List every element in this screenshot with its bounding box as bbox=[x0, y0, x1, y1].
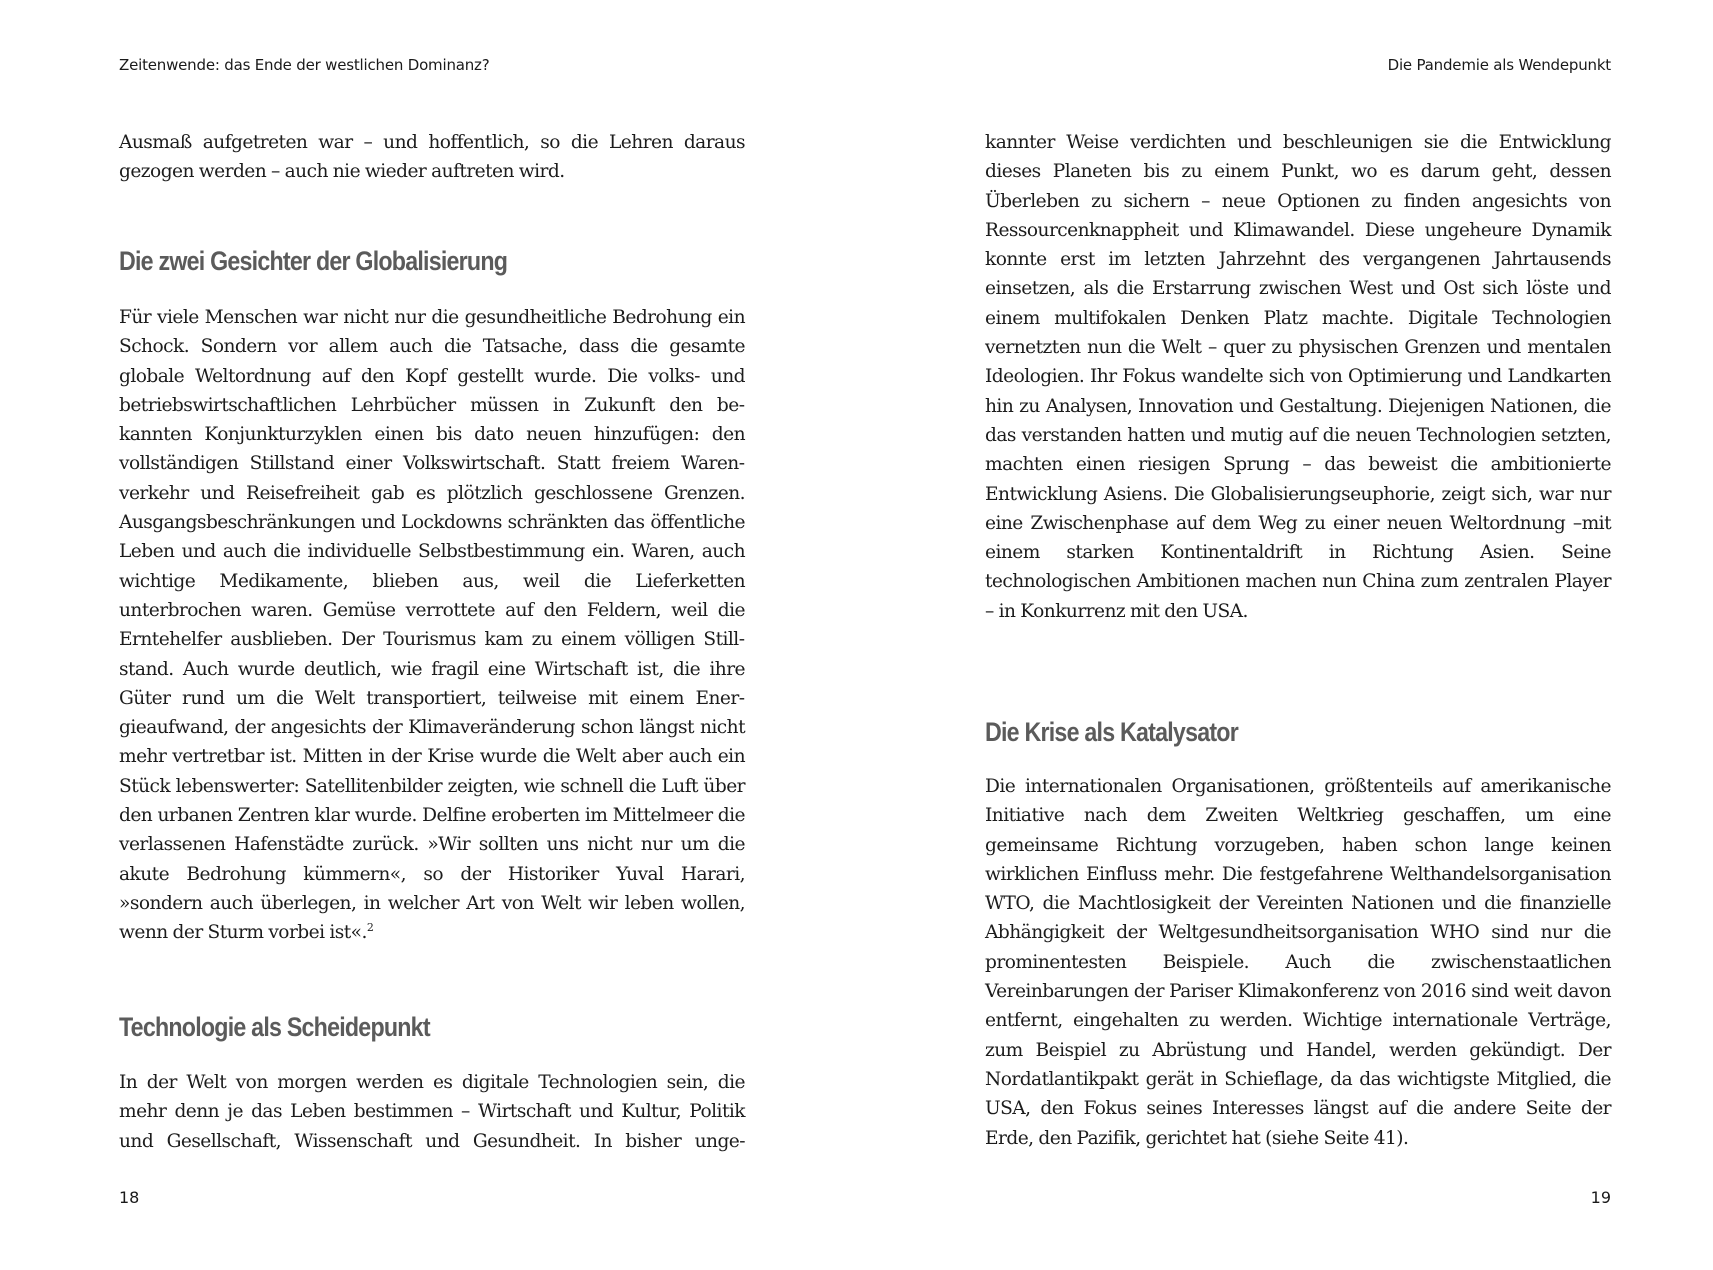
page-number-right: 19 bbox=[1590, 1188, 1611, 1207]
section-heading: Die zwei Gesichter der Globalisierung bbox=[119, 246, 508, 276]
paragraph-text: Für viele Menschen war nicht nur die gesundheitliche Bedrohung ein Schock. Sondern vor allem auch die Tatsache, dass die gesamte globale Weltordnung auf den Kopf gestellt wurde. Die volks- und betriebswirtschaftlichen Lehrbücher müssen in Zukunft den bekannten Konjunkturzyklen einen bis dato neuen hinzufügen: den vollständigen Stillstand einer Volkswirtschaft. Statt freiem Warenverkehr und Reisefreiheit gab es plötzlich geschlossene Grenzen. Ausgangsbeschränkungen und Lockdowns schränkten das öffentliche Leben und auch die individuelle Selbstbestimmung ein. Waren, auch wichtige Medikamente, blieben aus, weil die Lieferketten unterbrochen waren. Gemüse verrottete auf den Feldern, weil die Erntehelfer ausblieben. Der Tourismus kam zu einem völligen Stillstand. Auch wurde deutlich, wie fragil eine Wirtschaft ist, die ihre Güter rund um die Welt transportiert, teilweise mit einem Energieaufwand, der angesichts der Klimaveränderung schon längst nicht mehr vertretbar ist. Mitten in der Krise wurde die Welt aber auch ein Stück lebenswerter: Satellitenbilder zeigten, wie schnell die Luft über den urbanen Zentren klar wurde. Delfine eroberten im Mittelmeer die verlassenen Hafenstädte zurück. »Wir sollten uns nicht nur um die akute Bedrohung kümmern«, so der Historiker Yuval Harari, »sondern auch überlegen, in welcher Art von Welt wir leben wollen, wenn der Sturm vorbei ist«. bbox=[119, 307, 745, 944]
section-heading: Technologie als Scheidepunkt bbox=[119, 1012, 430, 1042]
intro-block bbox=[119, 128, 745, 187]
left-page bbox=[119, 0, 745, 1270]
section-krise bbox=[985, 715, 1611, 749]
section-paragraph: In der Welt von morgen werden es digitale Technologien sein, die mehr denn je das Leben bestimmen – Wirtschaft und Kultur, Politik und Gesellschaft, Wissenschaft und Gesundheit. In bisher unge- bbox=[119, 1072, 745, 1152]
section-globalisierung bbox=[119, 244, 745, 278]
section-technologie bbox=[119, 1010, 745, 1044]
section-heading: Die Krise als Katalysator bbox=[985, 717, 1238, 747]
continued-paragraph: kannter Weise verdichten und beschleunigen sie die Entwicklung dieses Planeten bis zu einem Punkt, wo es darum geht, dessen Überleben zu sichern – neue Optionen zu finden angesichts von Ressourcenknappheit und Klimawandel. Diese ungeheure Dynamik konnte erst im letzten Jahrzehnt des vergangenen Jahrtausends einsetzen, als die Erstarrung zwischen West und Ost sich löste und einem multifokalen Denken Platz machte. Digitale Technologien vernetzten nun die Welt – quer zu physischen Grenzen und mentalen Ideologien. Ihr Fokus wandelte sich von Optimierung und Landkarten hin zu Analysen, Innovation und Gestaltung. Diejenigen Nationen, die das verstanden hatten und mutig auf die neuen Technologien setzten, machten einen riesigen Sprung – das beweist die ambitionierte Entwicklung Asiens. Die Globalisierungseuphorie, zeigt sich, war nur eine Zwischenphase auf dem Weg zu einer neuen Weltordnung –mit einem starken Kontinentaldrift in Richtung Asien. Seine technologischen Ambitionen machen nun China zum zentralen Player – in Konkurrenz mit den USA. bbox=[985, 132, 1611, 622]
page-number-left: 18 bbox=[119, 1188, 140, 1207]
running-head-right: Die Pandemie als Wendepunkt bbox=[1387, 56, 1611, 74]
footnote-reference[interactable]: 2 bbox=[366, 921, 374, 935]
running-head-left: Zeitenwende: das Ende der westlichen Dominanz? bbox=[119, 56, 490, 74]
section-paragraph: Die internationalen Organisationen, größtenteils auf amerikanische Initiative nach dem Zweiten Weltkrieg geschaffen, um eine gemeinsame Richtung vorzugeben, haben schon lange keinen wirklichen Einfluss mehr. Die festgefahrene Welthandelsorganisation WTO, die Machtlosigkeit der Vereinten Nationen und die finanzielle Abhängigkeit der Weltgesundheitsorganisation WHO sind nur die prominentesten Beispiele. Auch die zwischenstaatlichen Vereinbarungen der Pariser Klimakonferenz von 2016 sind weit davon entfernt, eingehalten zu werden. Wichtige internationale Verträge, zum Beispiel zu Abrüstung und Handel, werden gekündigt. Der Nordatlantikpakt gerät in Schieflage, da das wichtigste Mitglied, die USA, den Fokus seines Interesses längst auf die andere Seite der Erde, den Pazifik, gerichtet hat (siehe Seite 41). bbox=[985, 776, 1611, 1149]
intro-paragraph: Ausmaß aufgetreten war – und hoffentlich, so die Lehren daraus gezogen werden – auch nie wieder auftreten wird. bbox=[119, 132, 745, 183]
continued-block bbox=[985, 128, 1611, 626]
right-page bbox=[985, 0, 1611, 1270]
section-technologie-body bbox=[119, 1068, 745, 1156]
section-paragraph bbox=[119, 303, 745, 948]
section-globalisierung-body bbox=[119, 303, 745, 948]
section-krise-body bbox=[985, 772, 1611, 1153]
